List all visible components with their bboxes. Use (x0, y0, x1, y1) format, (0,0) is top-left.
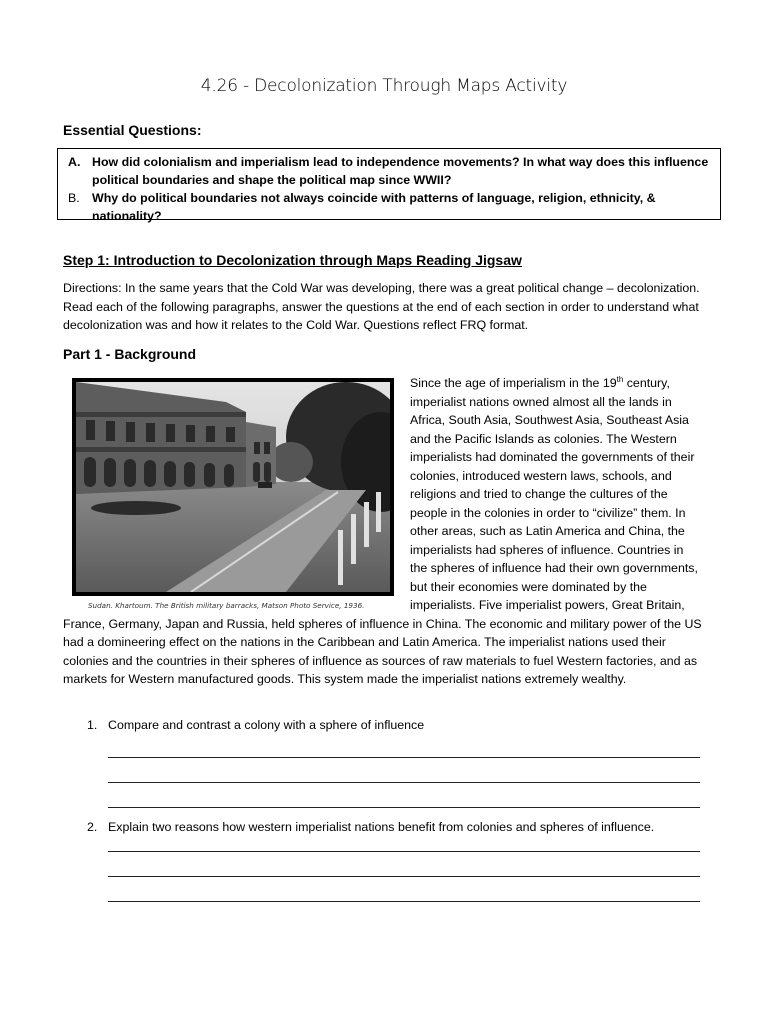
question-letter: A. (68, 155, 81, 169)
essential-question-a (68, 153, 712, 189)
answer-line[interactable] (108, 901, 700, 902)
directions-paragraph: Directions: In the same years that the Cold War was developing, there was a great political change – decolonization. Read each of the following paragraphs, answer the questions at the end of each section in order to understand what decolonization was and how it relates to the Cold War. Questions reflect FRQ format. (63, 281, 700, 332)
question-text: Explain two reasons how western imperialist nations benefit from colonies and spheres of influence. (108, 820, 655, 834)
essential-question-b (68, 189, 712, 225)
question-text: Why do political boundaries not always coincide with patterns of language, religion, ethnicity, & nationality? (92, 191, 656, 223)
answer-line[interactable] (108, 757, 700, 758)
question-text: Compare and contrast a colony with a sphere of influence (108, 718, 425, 732)
part1-heading: Part 1 - Background (63, 346, 197, 362)
background-paragraph: Since the age of imperialism in the 19th century, imperialist nations owned almost all the lands in Africa, South Asia, Southwest Asia, Southeast Asia and the Pacific Islands as colonies. The Western imperialists had dominated the governments of their colonies, introduced western laws, schools, and religions and tried to change the cultures of the people in the colonies in order to “civilize” them. In other areas, such as Latin America and China, the imperialists had spheres of influence. Countries in the spheres of influence had their own governments, but their economies were dominated by the imperialists. Five imperialist powers, Great Britain, France, Germany, Japan and Russia, held spheres of influence in China. The economic and military power of the US had a domineering effect on the nations in the Caribbean and Latin America. The imperialist nations used their colonies and the countries in their spheres of influence as sources of raw materials to fuel Western factories, and as markets for Western manufactured goods. This system made the imperialist nations extremely wealthy. (63, 374, 702, 686)
question-text: How did colonialism and imperialism lead to independence movements? In what way does this influence political boundaries and shape the political map since WWII? (92, 155, 709, 187)
barracks-photo (72, 378, 394, 596)
essential-questions-heading: Essential Questions: (63, 122, 202, 138)
essential-questions-box (57, 148, 721, 223)
answer-line[interactable] (108, 782, 700, 783)
question-2 (87, 820, 654, 834)
answer-line[interactable] (108, 851, 700, 852)
question-number: 2. (87, 820, 98, 834)
step1-heading: Step 1: Introduction to Decolonization through Maps Reading Jigsaw (63, 252, 522, 268)
question-letter: B. (68, 191, 80, 205)
answer-line[interactable] (108, 876, 700, 877)
question-number: 1. (87, 718, 98, 732)
page-title: 4.26 - Decolonization Through Maps Activity (200, 76, 568, 96)
photo-caption: Sudan. Khartoum. The British military barracks, Matson Photo Service, 1936. (88, 601, 365, 610)
question-1 (87, 718, 424, 732)
answer-line[interactable] (108, 807, 700, 808)
